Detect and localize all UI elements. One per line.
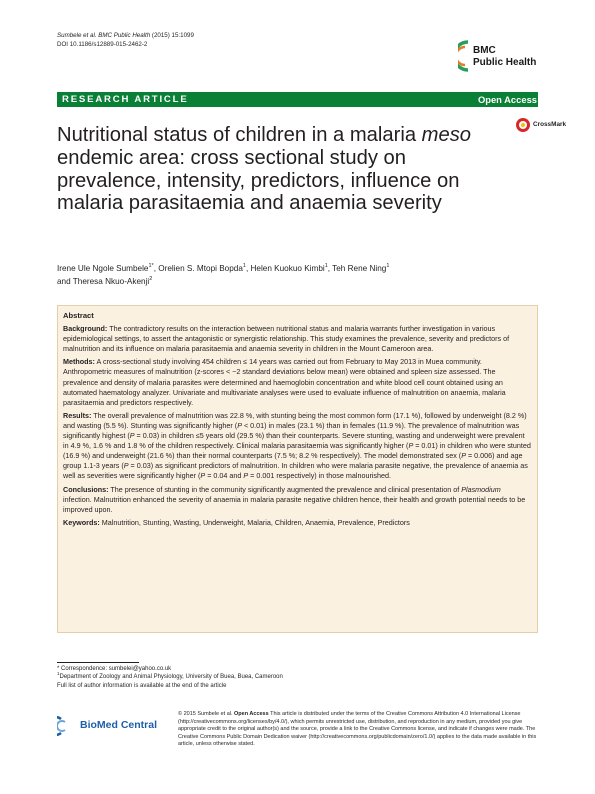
- article-type-label: RESEARCH ARTICLE: [62, 94, 189, 105]
- p-value-symbol: P: [408, 441, 414, 451]
- p-value-symbol: P: [200, 471, 206, 481]
- background-label: Background:: [63, 324, 108, 334]
- citation-doi: DOI 10.1186/s12889-015-2462-2: [57, 41, 148, 49]
- author-1-affil: 1*: [148, 263, 154, 269]
- results-text-3: = 0.03) in children ≤5 years old (29.5 %) than their counterparts. Severe stunting, wasting and underweight were prevalent in 4.9 %, 1.6 % and 1.8 % of the children respectively. Clinical malaria parasitaemia was significantly higher (: [63, 431, 525, 451]
- p-value-symbol: P: [123, 461, 129, 471]
- conclusions-text-2: infection. Malnutrition enhanced the severity of anaemia in malaria parasite negative children hence, their health and growth potential needs to be improved upon.: [63, 494, 526, 514]
- abstract-heading: Abstract: [63, 311, 94, 320]
- crossmark-badge[interactable]: [515, 117, 579, 133]
- article-title: [57, 124, 507, 215]
- journal-logo-text: [473, 45, 536, 68]
- keywords-label: Keywords:: [63, 517, 100, 527]
- correspondence-note: * Correspondence: sumbelei@yahoo.co.uk: [57, 666, 172, 672]
- title-part-2: endemic area: cross sectional study on prevalence, intensity, predictors, influence on malaria parasitaemia and anaemia severity: [57, 146, 460, 215]
- author-4: , Teh Rene Ning: [327, 264, 387, 273]
- results-text-8: = 0.001 respectively) in those malnourished.: [248, 471, 392, 481]
- citation-journal: Sumbele et al. BMC Public Health: [57, 32, 151, 39]
- footnote-rule: [57, 662, 139, 663]
- results-label: Results:: [63, 410, 92, 420]
- biomed-central-logo: [57, 715, 177, 737]
- results-text-5: = 0.006) and age group 1.1-3 years (: [63, 451, 523, 471]
- biomed-central-wordmark: BioMed Central: [80, 719, 158, 731]
- citation-line-1: [57, 31, 194, 40]
- author-4-affil: 1: [386, 263, 390, 269]
- crossmark-label: CrossMark: [533, 121, 567, 128]
- background-text: The contradictory results on the interaction between nutritional status and malaria warrants further investigation in various epidemiological settings, to assert the antagonistic or synergistic relationship. This study examines the prevalence, severity and predictors of malnutrition and its influence on malaria parasitaemia and anaemia severity in children in the Mount Cameroon area.: [63, 324, 510, 354]
- title-italic: meso: [421, 124, 472, 146]
- p-value-symbol: P: [461, 451, 466, 461]
- results-text-6: = 0.03) as significant predictors of malnutrition. In children who were malaria parasite negative, the prevalence of anaemia as well as severities were significantly higher (: [63, 461, 528, 481]
- keywords-text: Malnutrition, Stunting, Wasting, Underweight, Malaria, Children, Anaemia, Prevalence, Predictors: [99, 517, 410, 527]
- author-2: , Orelien S. Mtopi Bopda: [153, 264, 243, 273]
- conclusions-italic: Plasmodium: [461, 484, 501, 494]
- abstract-keywords: [63, 518, 531, 528]
- p-value-symbol: P: [129, 431, 135, 441]
- author-info-note: Full list of author information is available at the end of the article: [57, 682, 227, 689]
- methods-label: Methods:: [63, 357, 95, 367]
- open-access-label: Open Access: [477, 94, 537, 105]
- citation-volume: (2015) 15:1099: [150, 32, 194, 39]
- methods-text: A cross-sectional study involving 454 children ≤ 14 years was carried out from February to May 2013 in Muea community. Anthropometric measures of malnutrition (z-scores < −2 standard deviations below mean) were obtained and spleen size assessed. The prevalence and density of malaria parasites were determined and haemoglobin concentration and white blood cell count obtained using an automated haematology analyzer. Univariate and multivariate analyses were used to evaluate influence of malnutrition on anaemia, malaria parasitaemia and predictors respectively.: [63, 357, 506, 407]
- journal-logo-line-1: BMC: [473, 45, 496, 56]
- biomed-central-logo-icon: [57, 716, 79, 736]
- results-text-2: < 0.01) in males (23.1 %) than in females (11.9 %). The prevalence of malnutrition was significantly highest (: [63, 420, 520, 441]
- crossmark-icon: [515, 117, 531, 133]
- author-3-affil: 1: [324, 263, 328, 269]
- license-text: This article is distributed under the terms of the Creative Commons Attribution 4.0 International License (http://creativecommons.org/licenses/by/4.0/), which permits unrestricted use, distribution, and reproduction in any medium, provided you give appropriate credit to the original author(s) and the source, provide a link to the Creative Commons license, and indicate if changes were made. The Creative Commons Public Domain Dedication waiver (http://creativecommons.org/publicdomain/zero/1.0/) applies to the data made available in this article, unless otherwise stated.: [178, 711, 537, 748]
- author-list: [57, 262, 527, 288]
- license-copyright: © 2015 Sumbele et al.: [178, 711, 235, 717]
- p-value-symbol: P: [237, 420, 242, 430]
- conclusions-label: Conclusions:: [63, 484, 109, 494]
- affiliation-sup: 1: [57, 671, 60, 677]
- journal-logo-line-2: Public Health: [473, 56, 537, 68]
- author-5: and Theresa Nkuo-Akenji: [57, 277, 150, 286]
- citation-header: [57, 31, 194, 49]
- license-open-access: Open Access: [234, 711, 269, 717]
- title-part-1: Nutritional status of children in a malaria: [57, 124, 422, 146]
- footnotes: [57, 665, 307, 690]
- abstract-conclusions: [63, 485, 531, 515]
- abstract-results: [63, 411, 531, 482]
- affiliation-note: [57, 673, 307, 681]
- affiliation-text: Department of Zoology and Animal Physiology, University of Buea, Buea, Cameroon: [59, 674, 283, 681]
- p-value-symbol: P: [243, 471, 249, 481]
- author-1: Irene Ule Ngole Sumbele: [57, 264, 149, 273]
- abstract-methods: [63, 357, 531, 407]
- license-statement: [178, 711, 538, 749]
- author-3: , Helen Kuokuo Kimbi: [245, 264, 325, 273]
- conclusions-text-1: The presence of stunting in the community significantly augmented the prevalence and clinical presentation of: [108, 484, 462, 494]
- abstract-content: [63, 311, 531, 531]
- author-5-affil: 2: [149, 276, 153, 282]
- abstract-background: [63, 324, 531, 354]
- results-text-4: = 0.01) in children who were stunted (16.9 %) and underweight (21.6 %) than their normal counterparts (7.5 %; 8.2 % respectively). The model demonstrated sex (: [63, 441, 531, 461]
- results-text-1: The overall prevalence of malnutrition was 22.8 %, with stunting being the most common form (17.1 %), followed by underweight (8.2 %) and wasting (5.5 %). Stunting was significantly higher (: [63, 410, 527, 430]
- author-2-affil: 1: [242, 263, 246, 269]
- results-text-7: = 0.04 and: [205, 471, 244, 481]
